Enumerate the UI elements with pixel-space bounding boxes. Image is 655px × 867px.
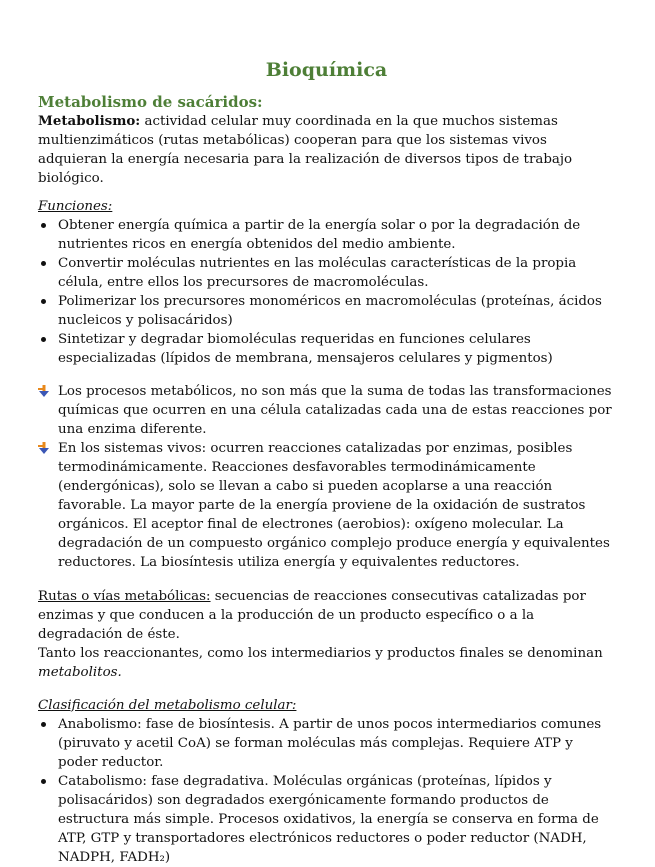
list-item-text: Anabolismo: fase de biosíntesis. A partir de unos pocos intermediarios comunes (piruvato y acetil CoA) se forman moléculas más complejas. Requiere ATP y poder reductor. [58, 717, 602, 770]
list-item-text: Obtener energía química a partir de la energía solar o por la degradación de nutrientes ricos en energía obtenidos del medio ambiente. [58, 218, 581, 252]
bullet-dot-icon [41, 722, 46, 727]
note-text: En los sistemas vivos: ocurren reacciones catalizadas por enzimas, posibles termodinámicamente. Reacciones desfavorables termodinámicamente (endergónicas), solo se llevan a cabo si pueden acoplarse a una reacción favorable. La mayor parte de la energía proviene de la oxidación de sustratos orgánicos. El aceptor final de electrones (aerobios): oxígeno molecular. La degradación de un compuesto orgánico complejo produce energía y equivalentes reductores. La biosíntesis utiliza energía y equivalentes reductores. [58, 441, 610, 570]
metabolitos-paragraph [38, 644, 615, 682]
rutas-paragraph [38, 587, 615, 644]
notes-list [38, 382, 615, 572]
list-item [38, 292, 615, 330]
list-item [38, 715, 615, 772]
definition-term: Metabolismo: [38, 113, 141, 129]
bullet-dot-icon [41, 261, 46, 266]
list-item [38, 254, 615, 292]
clasificacion-heading: Clasificación del metabolismo celular: [38, 698, 297, 713]
bullet-dot-icon [41, 299, 46, 304]
list-item [38, 216, 615, 254]
bullet-dot-icon [41, 337, 46, 342]
orange-blue-arrow-icon [38, 385, 50, 397]
list-item-text: Convertir moléculas nutrientes en las moléculas características de la propia célula, entre ellos los precursores de macromoléculas. [58, 256, 577, 290]
page-title: Bioquímica [265, 59, 388, 81]
definition-paragraph [38, 112, 615, 188]
list-item [38, 330, 615, 368]
funciones-heading: Funciones: [38, 199, 113, 214]
list-item-text: Sintetizar y degradar biomoléculas requeridas en funciones celulares especializadas (lípidos de membrana, mensajeros celulares y pigmentos) [58, 332, 553, 366]
list-item [38, 772, 615, 867]
section-heading: Metabolismo de sacáridos: [38, 93, 263, 111]
note-item [38, 439, 615, 572]
bullet-dot-icon [41, 779, 46, 784]
note-item [38, 382, 615, 439]
metabolitos-italic: metabolitos. [38, 665, 122, 680]
definition-text: actividad celular muy coordinada en la que muchos sistemas multienzimáticos (rutas metabólicas) cooperan para que los sistemas vivos adquieran la energía necesaria para la realización de diversos tipos de trabajo biológico. [38, 114, 573, 186]
note-text: Los procesos metabólicos, no son más que la suma de todas las transformaciones químicas que ocurren en una célula catalizadas cada una de estas reacciones por una enzima diferente. [58, 384, 612, 437]
metabolitos-text: Tanto los reaccionantes, como los intermediarios y productos finales se denominan [38, 646, 603, 661]
bullet-dot-icon [41, 223, 46, 228]
rutas-block [38, 587, 615, 682]
rutas-term: Rutas o vías metabólicas: [38, 589, 211, 604]
rutas-text: secuencias de reacciones consecutivas catalizadas por enzimas y que conducen a la producción de un producto específico o a la degradación de éste. [38, 589, 586, 642]
clasificacion-list [38, 715, 615, 867]
list-item-text: Polimerizar los precursores monoméricos en macromoléculas (proteínas, ácidos nucleicos y polisacáridos) [58, 294, 602, 328]
list-item-text: Catabolismo: fase degradativa. Moléculas orgánicas (proteínas, lípidos y polisacáridos) son degradados exergónicamente formando productos de estructura más simple. Procesos oxidativos, la energía se conserva en forma de ATP, GTP y transportadores electrónicos reductores o poder reductor (NADH, NADPH, FADH₂) [58, 774, 599, 865]
orange-blue-arrow-icon [38, 442, 50, 454]
funciones-list [38, 216, 615, 368]
